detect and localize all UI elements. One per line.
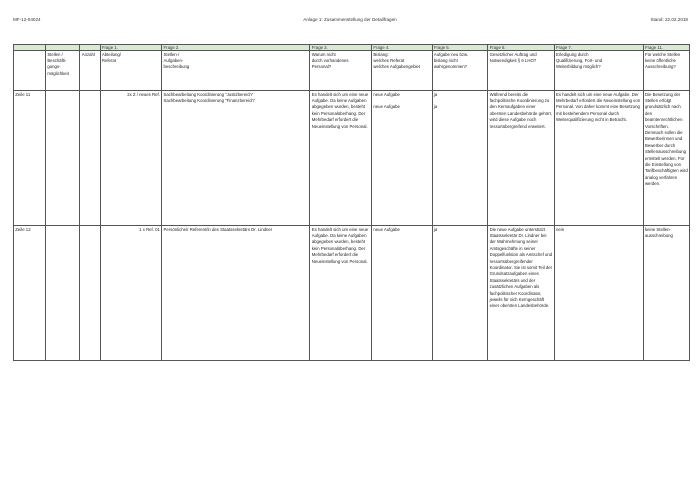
answer-q11: keine Stellen-ausschreibung — [643, 226, 689, 361]
answer-q3: Es handelt sich um eine neue Aufgabe. Da keine Aufgaben abgegeben wurden, besteht kein Personalüberhang. Der Mehrbedarf erfordert die Neueinstellung von Personal. — [310, 91, 372, 226]
row-label: Zeile 12 — [14, 226, 46, 361]
question-cell: Frage 5. — [432, 45, 488, 51]
header-cell: Bislang: welches Referat welches Aufgabengebiet — [372, 51, 432, 91]
table-row — [14, 226, 690, 361]
question-cell: Frage 4. — [372, 45, 432, 51]
question-cell: Frage 7. — [554, 45, 643, 51]
description-cell: Persönliche/r Referent/in des Staatssekretärs Dr. Lindner — [162, 226, 310, 361]
document-title: Anlage 1: Zusammenstellung der Detailfragen — [303, 17, 397, 22]
document-id: MF-12-04024 — [13, 17, 41, 22]
answer-q6: Während bereits die fachpolitische Koordinierung zu den Kernaufgaben einer obersten Landesbehörde gehört, wird diese Aufgabe noch ressortübergreifend erweitert. — [488, 91, 554, 226]
answer-q3: Es handelt sich um eine neue Aufgabe. Da keine Aufgaben abgegeben wurden, besteht kein Personalüberhang. Der Mehrbedarf erfordert die Neueinstellung von Personal. — [310, 226, 372, 361]
answer-line: ja — [433, 104, 438, 110]
description-cell — [162, 91, 310, 226]
header-cell: Stellen-/ Aufgaben- beschreibung — [162, 51, 310, 91]
question-cell: Frage 2. — [162, 45, 310, 51]
header-cell: Gesetzlicher Auftrag und Notwendigkeit § 6 LHO? — [488, 51, 554, 91]
position-cell — [46, 226, 80, 361]
row-label: Zeile 11 — [14, 91, 46, 226]
department-cell: 2x Z / neues Ref. — [100, 91, 162, 226]
table-row — [14, 91, 690, 226]
answer-line: ja — [433, 91, 438, 97]
header-cell: Abteilung/ Referat — [100, 51, 162, 91]
answer-line: neue Aufgabe — [373, 91, 400, 97]
department-cell: 1 x Ref. 01 — [100, 226, 162, 361]
header-cell — [14, 51, 46, 91]
position-cell — [46, 91, 80, 226]
question-cell: Frage 11. — [643, 45, 689, 51]
header-cell: Erledigung durch Qualifizierung, Fort- und Weiterbildung möglich? — [554, 51, 643, 91]
header-cell: Aufgabe neu bzw. bislang nicht wahrgenommen? — [432, 51, 488, 91]
answer-q4 — [372, 91, 432, 226]
question-cell: Frage 1. — [100, 45, 162, 51]
count-cell — [80, 226, 100, 361]
header-cell: Anzahl — [80, 51, 100, 91]
question-cell: Frage 6. — [488, 45, 554, 51]
description-line: Sachbearbeitung Koordinierung "Finanzbereich" — [163, 97, 256, 103]
header-cell: Für welche Stellen keine öffentliche Ausschreibung? — [643, 51, 689, 91]
answer-q7: nein — [554, 226, 643, 361]
header-cell: Stellen / Beschäfti- gungs- möglichkeit — [46, 51, 80, 91]
document-date: Stand: 22.02.2018 — [650, 17, 688, 22]
answer-q5: ja — [432, 226, 488, 361]
count-cell — [80, 91, 100, 226]
answer-q6: Die neue Aufgabe unterstützt Staatssekretär Dr. Lindner bei der Wahrnehmung seiner Amtsgeschäfte in seiner Doppelfunktion als Amtschef und ressortsübergreifender Koordinator. Sie ist somit Teil der Grundsatzaufgaben eines Staatssekretärs und der zusätzlichen Aufgaben als fachpolitischer Koordinator, jeweils für sich Kerngeschäft einer obersten Landesbehörde. — [488, 226, 554, 361]
question-cell: Frage 3. — [310, 45, 372, 51]
answer-q5 — [432, 91, 488, 226]
answer-q7: Es handelt sich um eine neue Aufgabe. Der Mehrbedarf erfordert die Neueinstellung von Personal. Von daher kommt eine Besetzung mit bestehendem Personal durch Weiterqualifizierung nicht in Betracht. — [554, 91, 643, 226]
description-line: Sachbearbeitung Koordinierung "Justizbereich" — [163, 91, 254, 97]
detail-questions-table — [13, 44, 690, 361]
header-cell: Warum nicht durch vorhandenes Personal? — [310, 51, 372, 91]
column-header-row — [14, 51, 690, 91]
answer-q4: neue Aufgabe — [372, 226, 432, 361]
answer-line: neue Aufgabe — [373, 104, 400, 110]
answer-q11: Die Besetzung der Stellen erfolgt grundsätzlich nach den beamtenrechtlichen Vorschriften. Demnach sollen die Bewerberinnen und Bewerber durch Stellenausschreibung ermittelt werden. Für die Einstellung von Tarifbeschäftigten wird analog verfahren werden. — [643, 91, 689, 226]
